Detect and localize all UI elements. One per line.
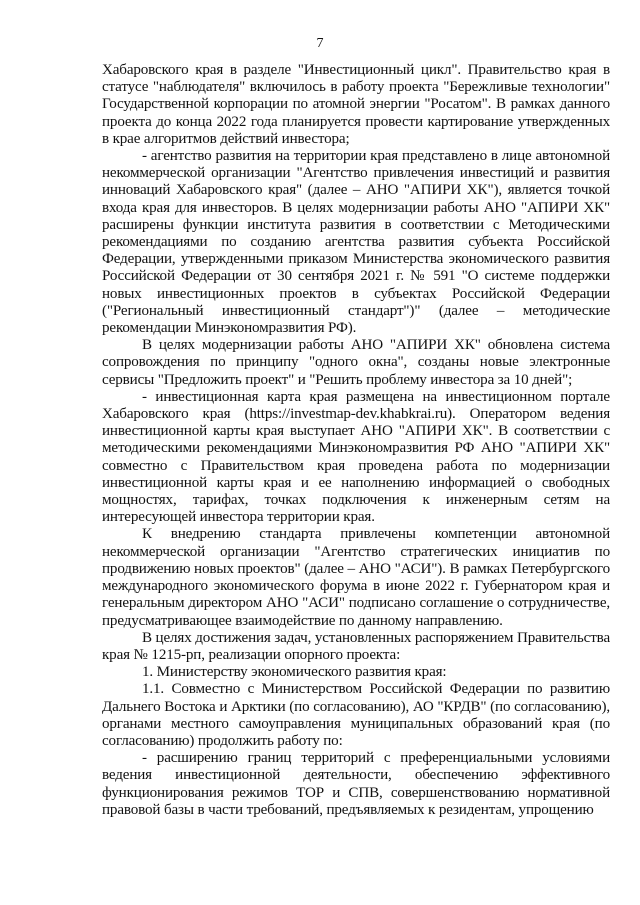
paragraph-9: - расширению границ территорий с преференциальными условиями ведения инвестиционной деятельности, обеспечению эффективного функционирования режимов ТОР и СПВ, совершенствованию нормативной правовой базы в части требований, предъявляемых к резидентам, упрощению [102,750,610,818]
page-number: 7 [316,36,324,51]
paragraph-1: Хабаровского края в разделе "Инвестиционный цикл". Правительство края в статусе "наблюдателя" включилось в работу проекта "Бережливые технологии" Государственной корпорации по атомной энергии "Росатом". В рамках данного проекта до конца 2022 года планируется провести картирование утвержденных в крае алгоритмов действий инвестора; [102,62,610,147]
paragraph-2: - агентство развития на территории края представлено в лице автономной некоммерческой организации "Агентство привлечения инвестиций и развития инноваций Хабаровского края" (далее – АНО "АПИРИ ХК"), является точкой входа края для инвесторов. В целях модернизации работы АНО "АПИРИ ХК" расширены функции института развития в соответствии с Методическими рекомендациями по созданию агентства развития субъекта Российской Федерации, утвержденными приказом Министерства экономического развития Российской Федерации от 30 сентября 2021 г. № 591 "О системе поддержки новых инвестиционных проектов в субъектах Российской Федерации ("Региональный инвестиционный стандарт")" (далее – методические рекомендации Минэкономразвития РФ). [102,148,610,337]
paragraph-6: В целях достижения задач, установленных распоряжением Правительства края № 1215-рп, реализации опорного проекта: [102,629,610,663]
paragraph-5: К внедрению стандарта привлечены компетенции автономной некоммерческой организации "Агентство стратегических инициатив по продвижению новых проектов" (далее – АНО "АСИ"). В рамках Петербургского международного экономического форума в июне 2022 г. Губернатором края и генеральным директором АНО "АСИ" подписано соглашение о сотрудничестве, предусматривающее взаимодействие по данному направлению. [102,526,610,629]
document-body [102,62,610,819]
paragraph-7: 1. Министерству экономического развития края: [142,664,447,681]
paragraph-3: В целях модернизации работы АНО "АПИРИ ХК" обновлена система сопровождения по принципу "одного окна", созданы новые электронные сервисы "Предложить проект" и "Решить проблему инвестора за 10 дней"; [102,337,610,388]
paragraph-8: 1.1. Совместно с Министерством Российской Федерации по развитию Дальнего Востока и Арктики (по согласованию), АО "КРДВ" (по согласованию), органами местного самоуправления муниципальных образований края (по согласованию) продолжить работу по: [102,681,610,749]
paragraph-4: - инвестиционная карта края размещена на инвестиционном портале Хабаровского края (https://investmap-dev.khabkrai.ru). Оператором ведения инвестиционной карты края выступает АНО "АПИРИ ХК". В соответствии с методическими рекомендациями Минэкономразвития РФ АНО "АПИРИ ХК" совместно с Правительством края проведена работа по модернизации инвестиционной карты края и ее наполнению информацией о свободных мощностях, тарифах, точках подключения к инженерным сетям на интересующей инвестора территории края. [102,388,610,526]
